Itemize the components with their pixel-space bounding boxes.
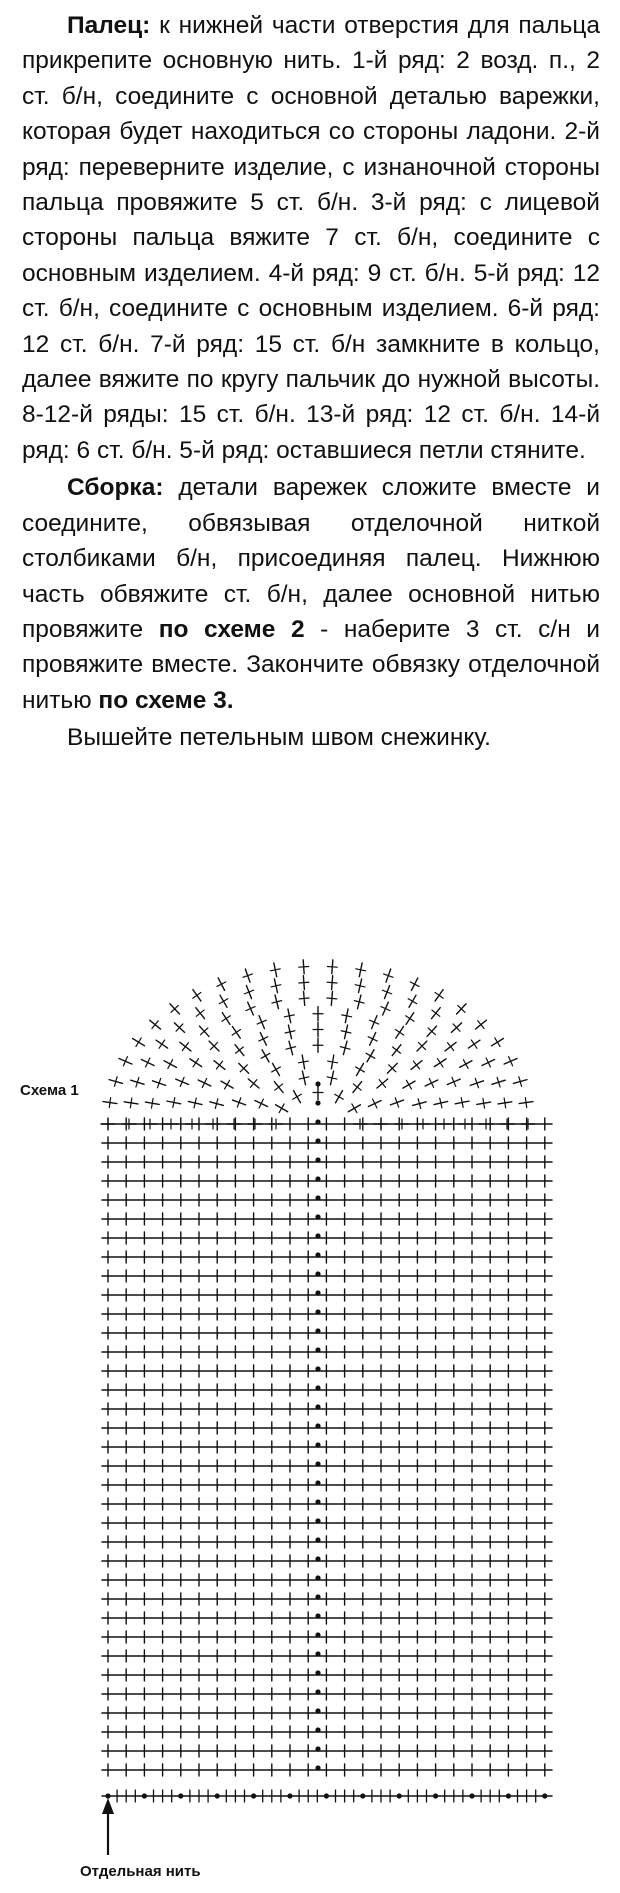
center-chain-dot: [315, 1461, 320, 1466]
base-chain-dot: [251, 1793, 256, 1798]
arc-post: [261, 1053, 270, 1058]
arc-post: [525, 1098, 526, 1108]
scheme-title: Схема 1: [20, 1082, 79, 1099]
base-chain-dot: [324, 1793, 329, 1798]
base-chain-dot: [105, 1793, 110, 1798]
center-chain-dot: [315, 1252, 320, 1257]
arc-post: [406, 1016, 414, 1021]
center-chain-dot: [315, 1423, 320, 1428]
arc-post: [408, 999, 417, 1004]
embroidery-text: Вышейте петельным швом снежинку.: [67, 724, 491, 752]
center-chain-dot: [315, 1214, 320, 1219]
center-chain-dot: [315, 1746, 320, 1751]
arc-post: [136, 1038, 141, 1047]
arc-post: [335, 1094, 344, 1099]
center-chain-dot: [315, 1727, 320, 1732]
arc-post: [216, 1061, 222, 1069]
center-chain-dot: [315, 1632, 320, 1637]
center-chain-dot: [315, 1081, 320, 1086]
arc-post: [483, 1098, 485, 1108]
center-chain-dot: [315, 1404, 320, 1409]
arc-post: [504, 1098, 505, 1108]
arc-post: [219, 999, 228, 1004]
arc-post: [327, 982, 337, 983]
center-chain-dot: [315, 1537, 320, 1542]
center-chain-dot: [315, 1670, 320, 1675]
center-chain-dot: [315, 1575, 320, 1580]
arc-post: [272, 1067, 281, 1072]
arc-post: [410, 982, 419, 987]
arc-post: [109, 1098, 110, 1108]
arc-post: [130, 1098, 131, 1108]
center-chain-dot: [315, 1613, 320, 1618]
center-chain-dot: [315, 1385, 320, 1390]
base-chain-dot: [142, 1793, 147, 1798]
center-chain-dot: [315, 1594, 320, 1599]
center-chain-dot: [315, 1708, 320, 1713]
arc-post: [435, 992, 443, 998]
arc-post: [151, 1098, 153, 1108]
arc-post: [328, 1061, 338, 1063]
arc-post: [159, 1040, 165, 1048]
arc-post: [352, 1104, 357, 1113]
center-chain-dot: [315, 1100, 320, 1105]
arc-post: [413, 1061, 419, 1069]
arc-post: [366, 1053, 375, 1058]
scheme-2-reference: по схеме 2: [158, 615, 305, 643]
scheme-3-reference: по схеме 3.: [98, 686, 234, 714]
arc-post: [478, 1021, 484, 1029]
center-chain-dot: [315, 1138, 320, 1143]
base-chain-dot: [506, 1793, 511, 1798]
center-chain-dot: [315, 1233, 320, 1238]
arc-post: [279, 1104, 284, 1113]
arc-post: [222, 1016, 230, 1021]
arc-post: [327, 998, 337, 999]
base-chain-dot: [397, 1793, 402, 1798]
assembly-text-2: - наберите 3 ст. с/н и провяжите вместе. Закончите обвязку отделочной нитью: [22, 615, 600, 714]
center-chain-dot: [315, 1347, 320, 1352]
arc-post: [356, 1067, 365, 1072]
arc-post: [393, 1047, 401, 1053]
arrow-up-icon: [102, 1798, 114, 1855]
center-chain-dot: [315, 1366, 320, 1371]
heading-finger: Палец:: [67, 12, 151, 39]
finger-text: к нижней части отверстия для пальца прикрепите основную нить. 1-й ряд: 2 возд. п., 2 ст. б/н, соедините с основной деталью варежки, которая будет находиться со стороны ладони. 2-й ряд: переверните изделие, с изнаночной стороны пальца провяжите 5 ст. б/н. 3-й ряд: с лицевой стороны пальца вяжите 7 ст. б/н, соедините с основным изделием. 4-й ряд: 9 ст. б/н. 5-й ряд: 12 ст. б/н, соедините с основным изделием. 6-й ряд: 12 ст. б/н. 7-й ряд: 15 ст. б/н замкните в кольцо, далее вяжите по кругу пальчик до нужной высоты. 8-12-й ряды: 15 ст. б/н. 13-й ряд: 12 ст. б/н. 14-й ряд: 6 ст. б/н. 5-й ряд: оставшиеся петли стяните.: [22, 12, 600, 464]
center-chain-dot: [315, 1195, 320, 1200]
arc-post: [236, 1047, 244, 1053]
arc-post: [152, 1021, 158, 1029]
arc-post: [406, 1080, 411, 1089]
center-chain-dot: [315, 1176, 320, 1181]
arc-post: [293, 1094, 302, 1099]
arc-post: [225, 1080, 230, 1089]
arc-post: [217, 982, 226, 987]
base-chain-dot: [469, 1793, 474, 1798]
center-chain-dot: [315, 1480, 320, 1485]
arc-post: [353, 1084, 361, 1090]
base-chain-dot: [178, 1793, 183, 1798]
arc-post: [437, 1059, 443, 1067]
center-chain-dot: [315, 1556, 320, 1561]
center-chain-dot: [315, 1290, 320, 1295]
center-chain-dot: [315, 1271, 320, 1276]
center-chain-dot: [315, 1689, 320, 1694]
center-chain-dot: [315, 1765, 320, 1770]
base-chain-dot: [433, 1793, 438, 1798]
arc-post: [299, 982, 309, 983]
center-chain-dot: [315, 1157, 320, 1162]
arc-post: [275, 1084, 283, 1090]
arc-post: [196, 1010, 204, 1016]
assembly-text-1: детали варежек сложите вместе и соедините, обвязывая отделочной ниткой столбиками б/н, присоединяя палец. Нижнюю часть обвяжите ст. б/н, далее основной нитью провяжите: [22, 474, 600, 643]
arc-post: [193, 992, 201, 998]
base-chain-dot: [542, 1793, 547, 1798]
arc-post: [299, 967, 309, 968]
center-chain-dot: [315, 1309, 320, 1314]
arc-post: [471, 1040, 477, 1048]
arc-post: [432, 1010, 440, 1016]
arc-post: [299, 998, 309, 999]
center-chain-dot: [315, 1651, 320, 1656]
arc-post: [448, 1043, 454, 1051]
arc-post: [182, 1043, 188, 1051]
arc-post: [298, 1061, 308, 1063]
arc-post: [327, 967, 337, 968]
arc-post: [168, 1060, 173, 1069]
arc-post: [495, 1038, 500, 1047]
base-chain-dot: [360, 1793, 365, 1798]
heading-assembly: Сборка:: [67, 474, 164, 502]
arc-post: [232, 1030, 240, 1036]
arc-post: [193, 1059, 199, 1067]
center-chain-dot: [315, 1119, 320, 1124]
origin-label: Отдельная нить: [80, 1863, 201, 1880]
center-chain-dot: [315, 1442, 320, 1447]
base-chain-dot: [287, 1793, 292, 1798]
arc-post: [396, 1030, 404, 1036]
base-chain-dot: [215, 1793, 220, 1798]
center-chain-dot: [315, 1328, 320, 1333]
arc-post: [463, 1060, 468, 1069]
center-chain-dot: [315, 1518, 320, 1523]
stitch-marks: [108, 967, 545, 1802]
center-chain-dot: [315, 1499, 320, 1504]
